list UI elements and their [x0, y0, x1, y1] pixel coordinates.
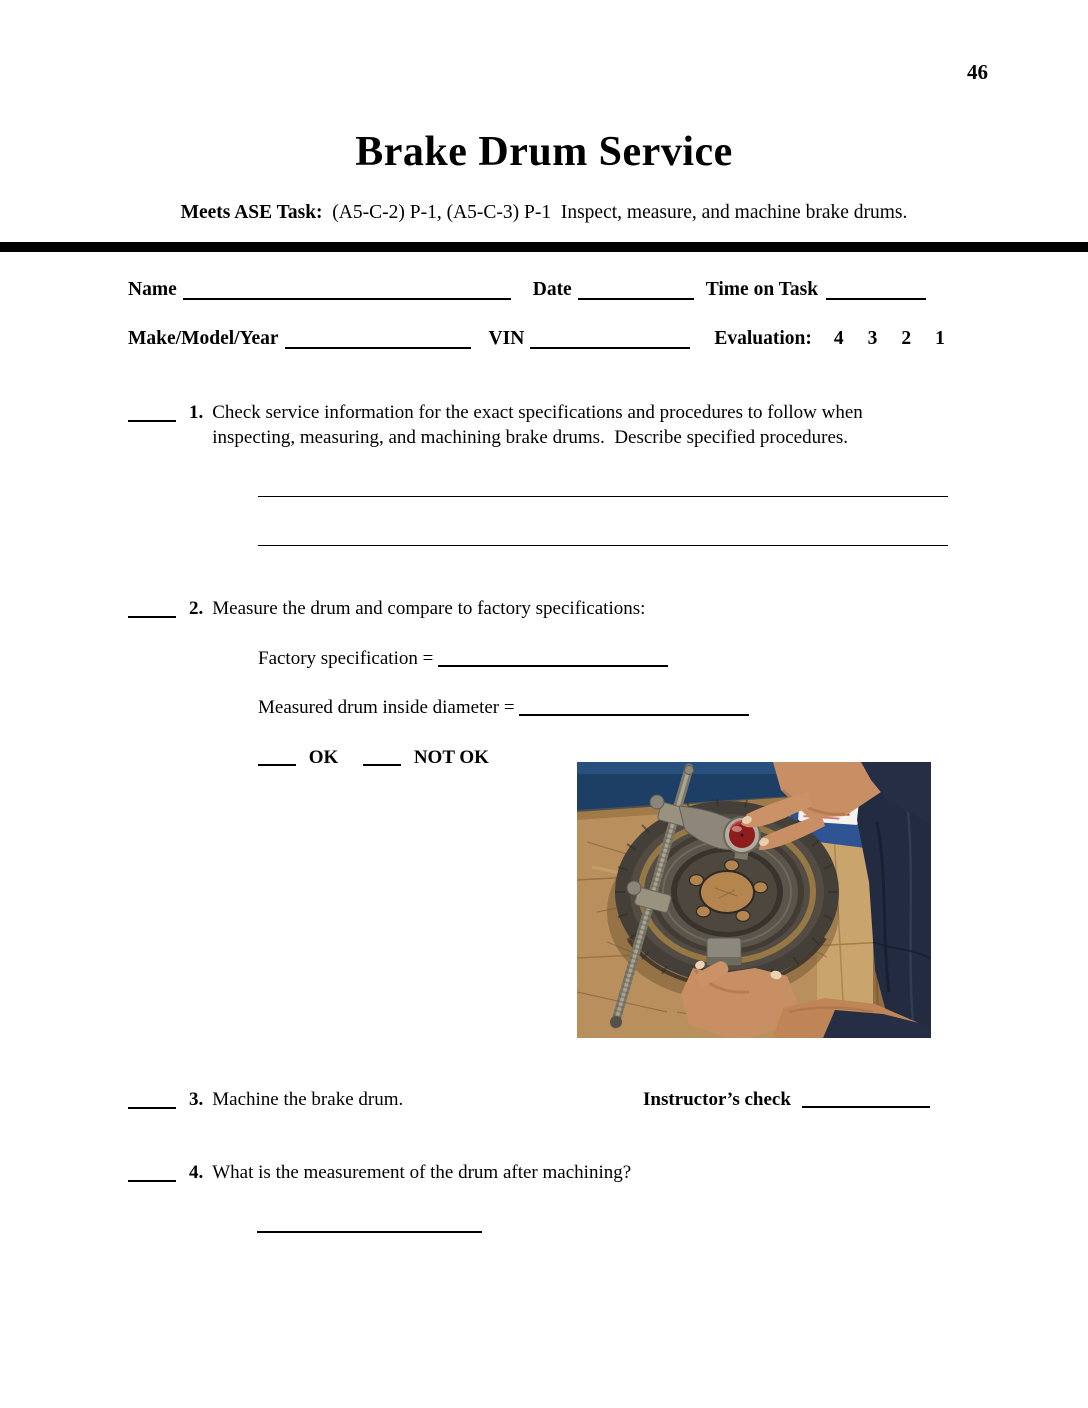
ok-check-line[interactable]: [258, 764, 296, 766]
ase-task-line: [0, 202, 1088, 224]
task-1-answer-line-2[interactable]: [258, 545, 948, 546]
evaluation-score-1[interactable]: 1: [935, 328, 945, 349]
vin-field-line[interactable]: [530, 327, 690, 349]
instructor-check-label: Instructor’s check: [643, 1089, 791, 1110]
time-on-task-label: Time on Task: [705, 279, 819, 300]
date-field-line[interactable]: [578, 278, 694, 300]
task-2-text: Measure the drum and compare to factory specifications:: [212, 598, 646, 619]
ok-notok-row: [258, 745, 489, 770]
measured-diameter-row: [258, 695, 749, 720]
ok-label: OK: [308, 747, 339, 768]
task-1: [128, 400, 934, 450]
instructor-check-field-line[interactable]: [802, 1106, 930, 1108]
divider-rule: [0, 242, 1088, 252]
task-1-number: 1.: [189, 402, 204, 423]
task-1-text: Check service information for the exact specifications and procedures to follow when inspecting, measuring, and machining brake drums. Describe specified procedures.: [212, 402, 868, 448]
task-2-check-line[interactable]: [128, 596, 176, 618]
measured-diameter-field-line[interactable]: [519, 714, 749, 716]
header-row-2: [128, 327, 945, 351]
task-3-check-line[interactable]: [128, 1087, 176, 1109]
notok-check-line[interactable]: [363, 764, 401, 766]
name-field-line[interactable]: [183, 278, 511, 300]
evaluation-score-4[interactable]: 4: [833, 328, 844, 349]
task-4-check-line[interactable]: [128, 1160, 176, 1182]
task-2: [128, 596, 934, 621]
task-1-check-line[interactable]: [128, 400, 176, 422]
task-4-text: What is the measurement of the drum after machining?: [212, 1162, 632, 1183]
page-title: Brake Drum Service: [355, 129, 733, 175]
task-2-number: 2.: [189, 598, 204, 619]
notok-label: NOT OK: [413, 747, 489, 768]
ase-task-label: Meets ASE Task:: [180, 202, 323, 223]
brake-drum-photo: [577, 762, 931, 1038]
evaluation-label: Evaluation:: [714, 328, 812, 349]
brake-drum-photo-svg: [577, 762, 931, 1038]
date-label: Date: [532, 279, 572, 300]
measured-diameter-label: Measured drum inside diameter =: [258, 697, 520, 718]
task-3-number: 3.: [189, 1089, 204, 1110]
task-4-number: 4.: [189, 1162, 204, 1183]
evaluation-score-2[interactable]: 2: [901, 328, 912, 349]
header-row-1: [128, 278, 926, 302]
factory-spec-label: Factory specification =: [258, 648, 439, 669]
vin-label: VIN: [488, 328, 525, 349]
evaluation-score-3[interactable]: 3: [867, 328, 878, 349]
page-number: 46: [967, 60, 988, 84]
task-4: [128, 1160, 934, 1185]
task-1-answer-line-1[interactable]: [258, 496, 948, 497]
time-on-task-field-line[interactable]: [826, 278, 926, 300]
factory-spec-field-line[interactable]: [438, 665, 668, 667]
task-4-answer-line[interactable]: [257, 1231, 482, 1233]
instructor-check-row: [643, 1087, 930, 1112]
factory-spec-row: [258, 646, 668, 671]
name-label: Name: [128, 279, 177, 300]
make-model-year-field-line[interactable]: [285, 327, 471, 349]
make-model-year-label: Make/Model/Year: [128, 328, 279, 349]
ase-task-text: (A5-C-2) P-1, (A5-C-3) P-1 Inspect, measure, and machine brake drums.: [322, 202, 908, 223]
task-3-text: Machine the brake drum.: [212, 1089, 404, 1110]
